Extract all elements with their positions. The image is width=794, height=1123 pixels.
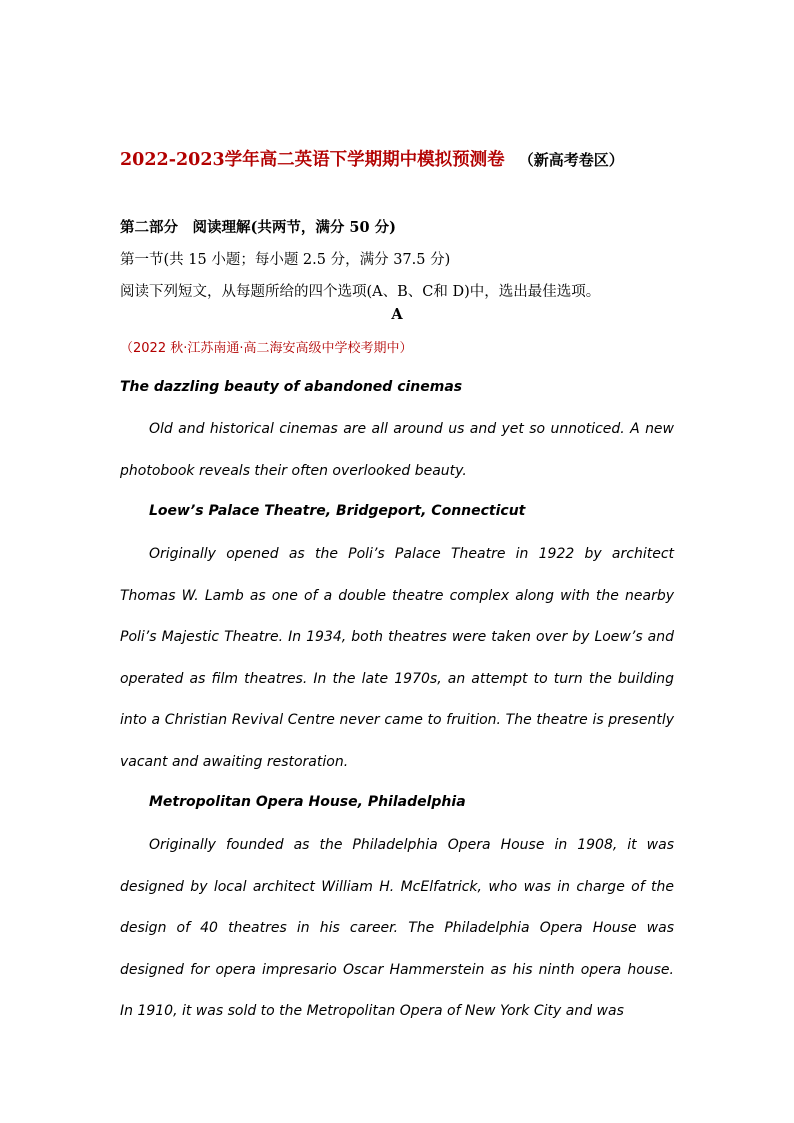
intro-paragraph: Old and historical cinemas are all around us and yet so unnoticed. A new photobook reveals their often overlooked beauty. [120,421,674,479]
instruction-text: 阅读下列短文，从每题所给的四个选项(A、B、C和 D)中，选出最佳选项。 [120,284,601,300]
article-intro [120,409,674,492]
article-section-metropolitan [120,825,674,1033]
passage-letter: A [391,306,403,323]
exam-title-main: 2022-2023学年高二英语下学期期中模拟预测卷 [120,150,505,170]
section-heading-loews: Loew’s Palace Theatre, Bridgeport, Connecticut [149,503,526,519]
article-title: The dazzling beauty of abandoned cinemas [120,379,463,395]
section-heading: 第二部分 阅读理解(共两节，满分 50 分) [120,219,396,236]
paragraph-loews: Originally opened as the Poli’s Palace Theatre in 1922 by architect Thomas W. Lamb as one of a double theatre complex along with the nearby Poli’s Majestic Theatre. In 1934, both theatres were taken over by Loew’s and operated as film theatres. In the late 1970s, an attempt to turn the building into a Christian Revival Centre never came to fruition. The theatre is presently vacant and awaiting restoration. [120,546,674,770]
exam-region: （新高考卷区） [518,151,624,169]
subsection-heading: 第一节(共 15 小题；每小题 2.5 分，满分 37.5 分) [120,252,451,268]
exam-title [120,146,680,171]
passage-source: （2022 秋·江苏南通·高二海安高级中学校考期中） [120,341,413,356]
section-heading-metropolitan: Metropolitan Opera House, Philadelphia [149,794,466,810]
paragraph-metropolitan: Originally founded as the Philadelphia Opera House in 1908, it was designed by local architect William H. McElfatrick, who was in charge of the design of 40 theatres in his career. The Philadelphia Opera House was designed for opera impresario Oscar Hammerstein as his ninth opera house. In 1910, it was sold to the Metropolitan Opera of New York City and was [120,837,674,1020]
article-section-loews [120,534,674,784]
